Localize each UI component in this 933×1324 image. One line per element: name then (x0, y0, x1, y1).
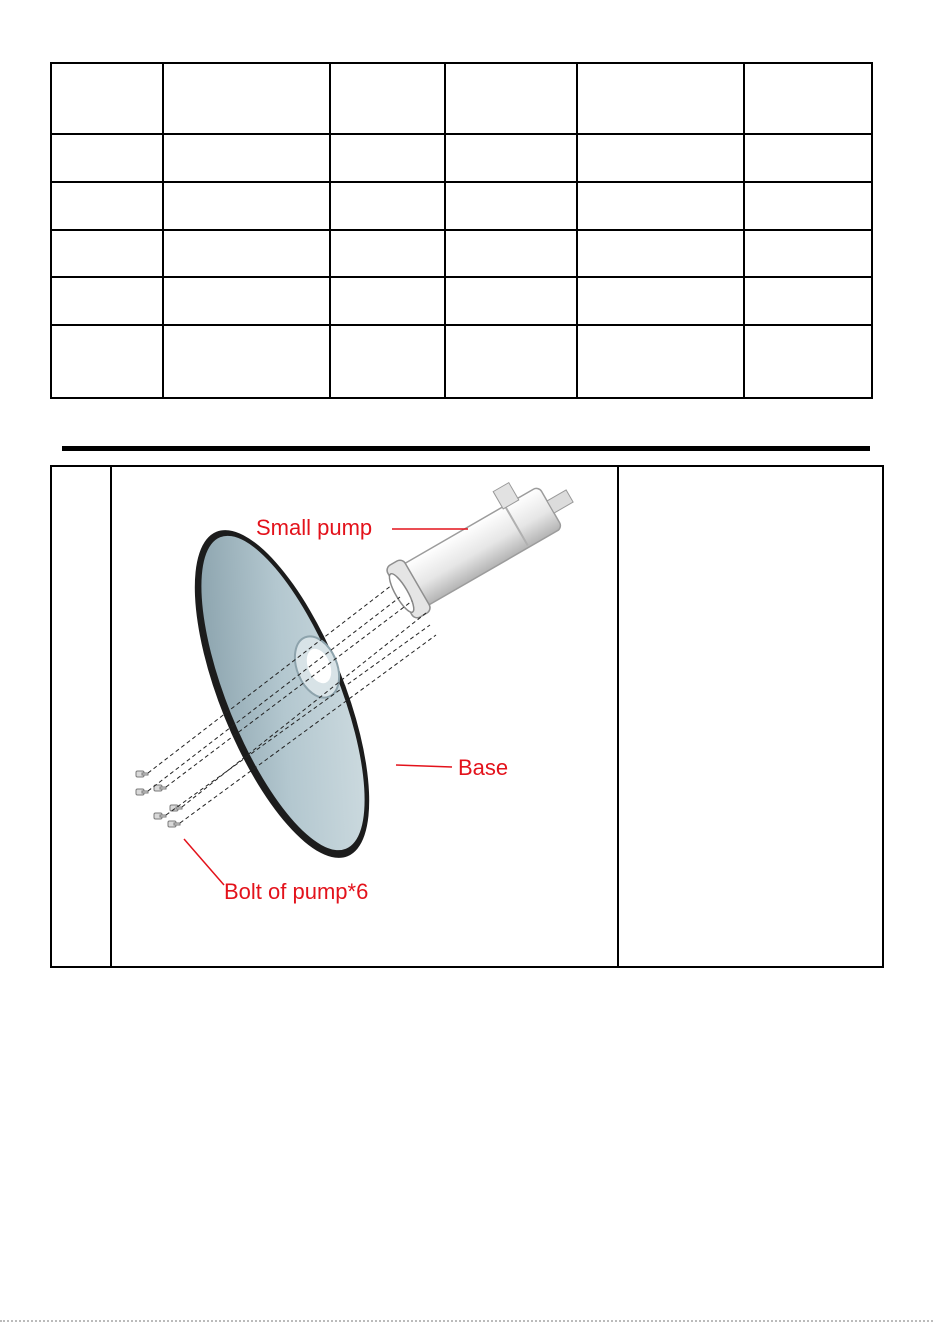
table-cell (445, 182, 577, 230)
table-cell (330, 277, 445, 325)
table-cell (744, 230, 872, 277)
label-small-pump: Small pump (256, 515, 373, 540)
table-row (51, 325, 872, 398)
table-cell (577, 277, 744, 325)
table-cell (744, 134, 872, 182)
table-cell (163, 277, 330, 325)
table-cell (577, 182, 744, 230)
table-cell (163, 182, 330, 230)
label-base: Base (458, 755, 509, 780)
table-row (51, 182, 872, 230)
table-cell (744, 182, 872, 230)
bolt (136, 789, 148, 795)
small-pump (375, 467, 584, 622)
table-cell (330, 230, 445, 277)
bolt (136, 771, 148, 777)
bolt (168, 821, 180, 827)
table-row (51, 277, 872, 325)
table-cell (163, 134, 330, 182)
table-cell (445, 63, 577, 134)
table-row (51, 134, 872, 182)
table-cell (51, 134, 163, 182)
table-cell (330, 325, 445, 398)
table-cell (744, 277, 872, 325)
table-cell (577, 63, 744, 134)
step-number-cell (51, 466, 111, 967)
exploded-view-illustration (112, 467, 617, 964)
pump-bolts (136, 771, 182, 827)
table-cell (51, 277, 163, 325)
table-cell (163, 230, 330, 277)
section-divider (62, 446, 870, 451)
spec-table-header-row (51, 63, 872, 134)
label-bolt: Bolt of pump*6 (224, 879, 369, 904)
page-bottom-edge (0, 1320, 933, 1322)
table-cell (445, 277, 577, 325)
table-cell (445, 134, 577, 182)
table-cell (744, 63, 872, 134)
table-cell (163, 325, 330, 398)
table-cell (51, 230, 163, 277)
bolt (154, 813, 166, 819)
table-cell (330, 134, 445, 182)
table-cell (445, 230, 577, 277)
table-cell (51, 63, 163, 134)
table-row (51, 230, 872, 277)
assembly-step (50, 465, 884, 968)
table-cell (445, 325, 577, 398)
table-cell (330, 63, 445, 134)
table-cell (744, 325, 872, 398)
table-cell (51, 325, 163, 398)
bolt (170, 805, 182, 811)
table-cell (577, 230, 744, 277)
table-cell (51, 182, 163, 230)
spec-table (50, 62, 873, 399)
table-cell (577, 325, 744, 398)
table-cell (577, 134, 744, 182)
step-description-cell (618, 466, 883, 967)
base-disc (159, 509, 405, 880)
table-cell (163, 63, 330, 134)
bolt (154, 785, 166, 791)
table-cell (330, 182, 445, 230)
figure-cell (111, 466, 618, 967)
